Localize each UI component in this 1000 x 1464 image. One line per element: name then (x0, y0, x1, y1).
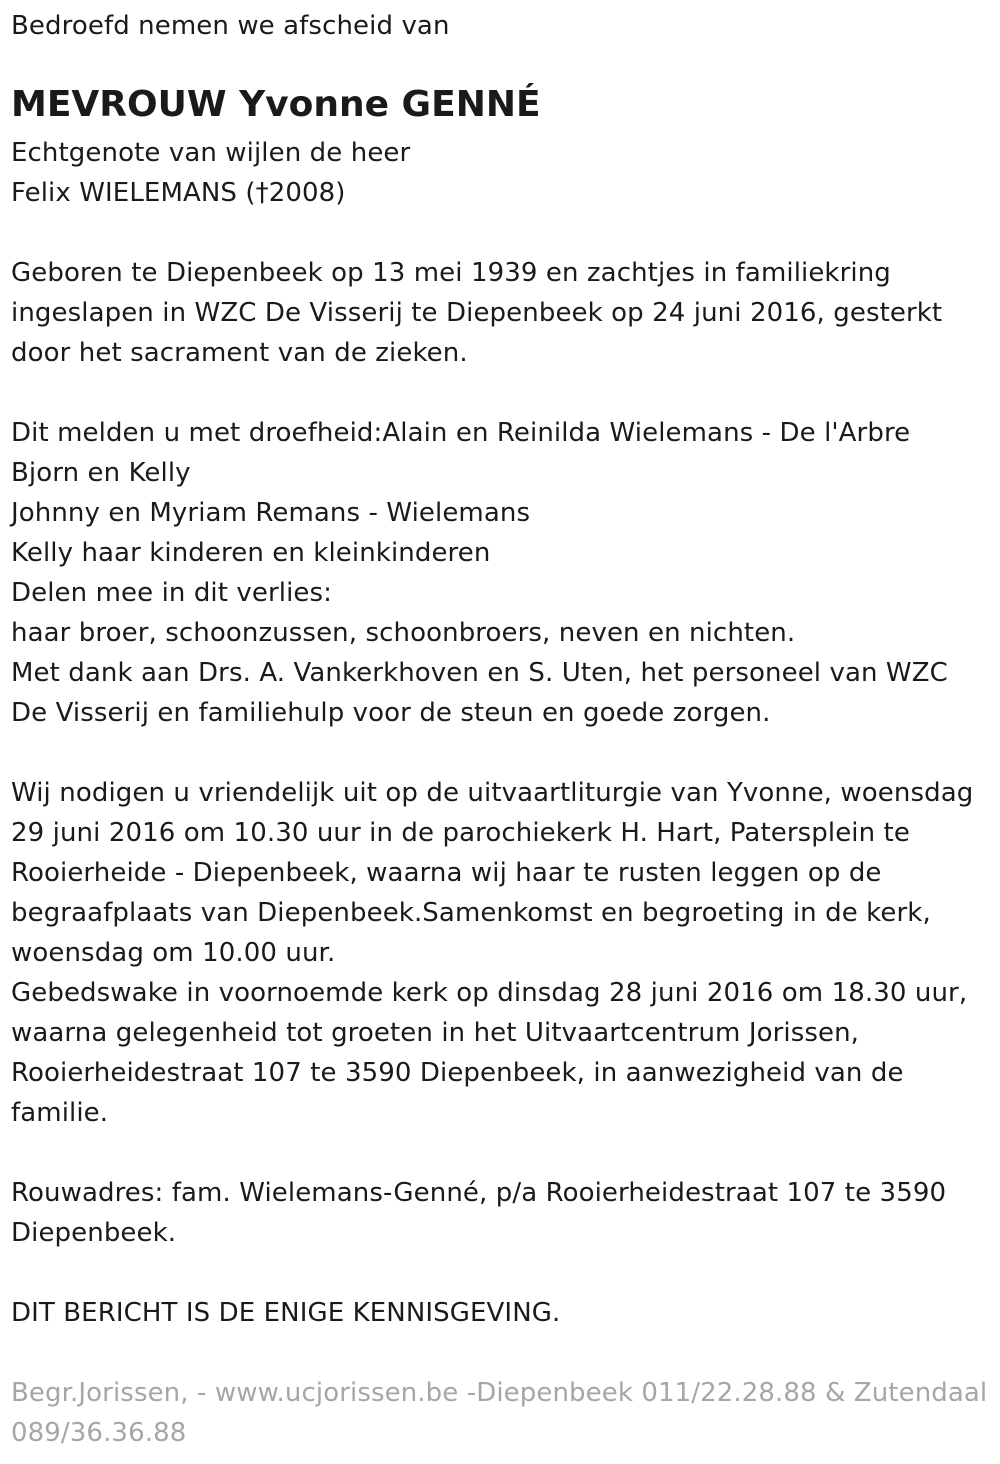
paragraph-line: Diepenbeek. (11, 1218, 177, 1248)
paragraph-line: 29 juni 2016 om 10.30 uur in de parochiekerk H. Hart, Patersplein te (11, 818, 910, 848)
notice-statement (11, 1293, 560, 1333)
notice-line: DIT BERICHT IS DE ENIGE KENNISGEVING. (11, 1298, 561, 1328)
paragraph-line: familie. (11, 1098, 109, 1128)
footer-credit (11, 1373, 987, 1453)
paragraph-line: Dit melden u met droefheid:Alain en Reinilda Wielemans - De l'Arbre (11, 418, 911, 448)
paragraph-line: ingeslapen in WZC De Visserij te Diepenbeek op 24 juni 2016, gesterkt (11, 298, 943, 328)
paragraph-line: Johnny en Myriam Remans - Wielemans (11, 498, 531, 528)
deceased-name: MEVROUW Yvonne GENNÉ (11, 84, 541, 125)
paragraph-line: Rouwadres: fam. Wielemans-Genné, p/a Rooierheidestraat 107 te 3590 (11, 1178, 947, 1208)
paragraph-line: begraafplaats van Diepenbeek.Samenkomst en begroeting in de kerk, (11, 898, 931, 928)
paragraph-line: woensdag om 10.00 uur. (11, 938, 336, 968)
family-paragraph (11, 413, 948, 733)
spouse-block (11, 133, 410, 213)
paragraph-line: Delen mee in dit verlies: (11, 578, 333, 608)
paragraph-line: door het sacrament van de zieken. (11, 338, 468, 368)
paragraph-line: Rooierheidestraat 107 te 3590 Diepenbeek, in aanwezigheid van de (11, 1058, 904, 1088)
intro-text: Bedroefd nemen we afscheid van (11, 11, 450, 41)
birth-death-paragraph (11, 253, 942, 373)
paragraph-line: Met dank aan Drs. A. Vankerkhoven en S. Uten, het personeel van WZC (11, 658, 948, 688)
paragraph-line: Bjorn en Kelly (11, 458, 191, 488)
spouse-line: Felix WIELEMANS (†2008) (11, 178, 346, 208)
paragraph-line: Geboren te Diepenbeek op 13 mei 1939 en zachtjes in familiekring (11, 258, 891, 288)
paragraph-line: waarna gelegenheid tot groeten in het Uitvaartcentrum Jorissen, (11, 1018, 860, 1048)
paragraph-line: Wij nodigen u vriendelijk uit op de uitvaartliturgie van Yvonne, woensdag (11, 778, 974, 808)
mourning-address (11, 1173, 946, 1253)
paragraph-line: haar broer, schoonzussen, schoonbroers, neven en nichten. (11, 618, 796, 648)
footer-line: 089/36.36.88 (11, 1418, 187, 1448)
paragraph-line: Gebedswake in voornoemde kerk op dinsdag 28 juni 2016 om 18.30 uur, (11, 978, 968, 1008)
paragraph-line: De Visserij en familiehulp voor de steun en goede zorgen. (11, 698, 771, 728)
paragraph-line: Rooierheide - Diepenbeek, waarna wij haar te rusten leggen op de (11, 858, 882, 888)
paragraph-line: Kelly haar kinderen en kleinkinderen (11, 538, 491, 568)
spouse-line: Echtgenote van wijlen de heer (11, 138, 411, 168)
funeral-paragraph (11, 773, 973, 1133)
footer-line: Begr.Jorissen, - www.ucjorissen.be -Diepenbeek 011/22.28.88 & Zutendaal (11, 1378, 988, 1408)
